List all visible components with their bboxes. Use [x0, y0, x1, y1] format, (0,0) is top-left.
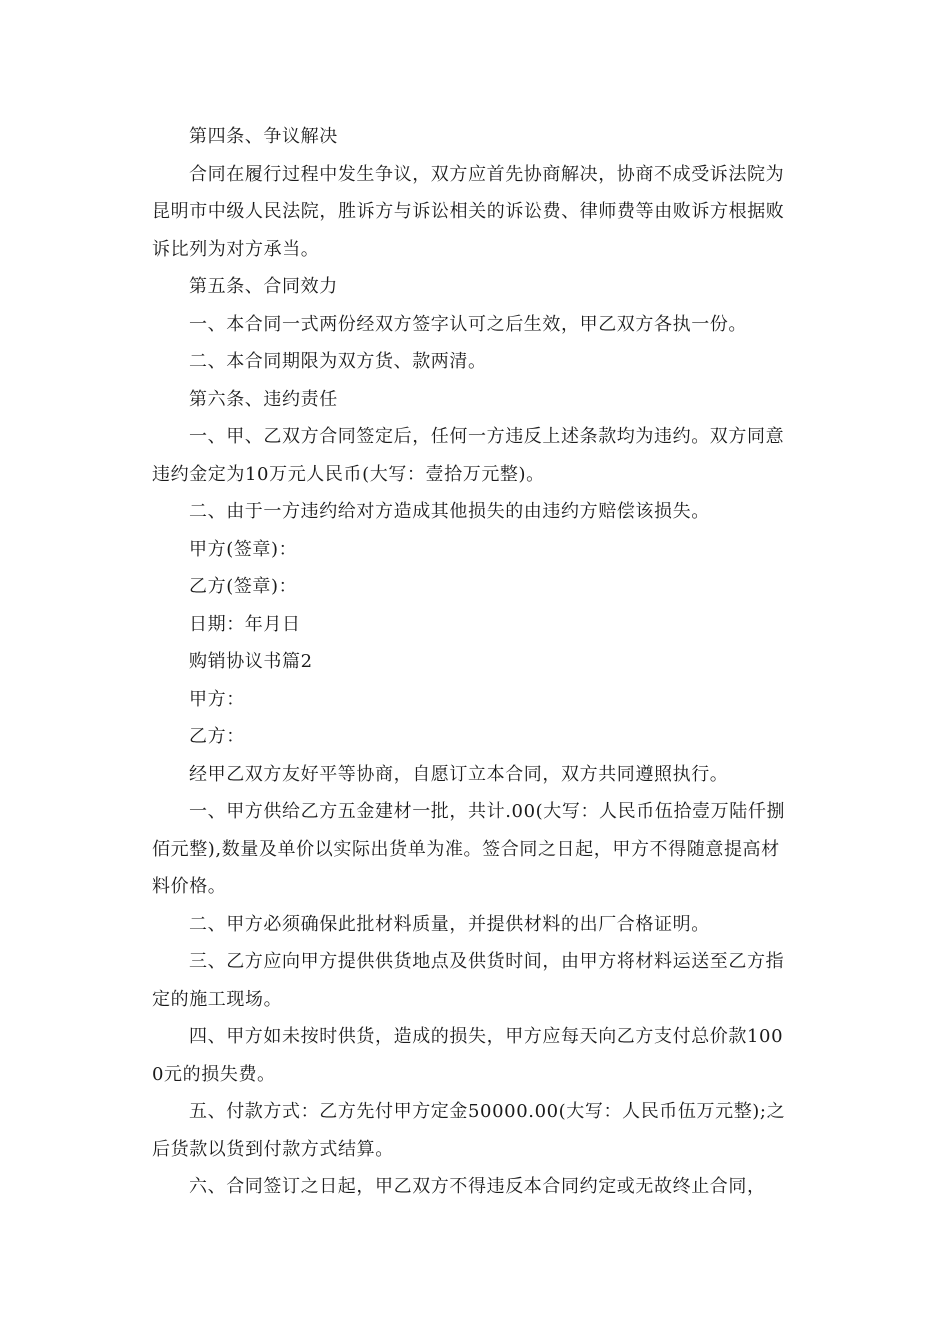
paragraph-dispute: 合同在履行过程中发生争议，双方应首先协商解决，协商不成受诉法院为昆明市中级人民法院，胜诉方与诉讼相关的诉讼费、律师费等由败诉方根据败诉比列为对方承当。 [152, 163, 785, 260]
clause-1: 一、甲方供给乙方五金建材一批，共计.00(大写：人民币伍拾壹万陆仟捌佰元整),数量及单价以实际出货单为准。签合同之日起，甲方不得随意提高材料价格。 [152, 801, 786, 897]
clause-4: 四、甲方如未按时供货，造成的损失，甲方应每天向乙方支付总价款1000元的损失费。 [152, 1026, 784, 1085]
party-a-label: 甲方： [189, 688, 245, 710]
clause-6: 六、合同签订之日起，甲乙双方不得违反本合同约定或无故终止合同， [189, 1176, 766, 1197]
agreement-title-2: 购销协议书篇2 [189, 651, 313, 672]
paragraph-effect-2: 二、本合同期限为双方货、款两清。 [189, 351, 487, 372]
document-body [152, 118, 792, 1206]
signature-party-b: 乙方(签章)： [189, 576, 298, 597]
section-heading-5: 第五条、合同效力 [189, 276, 338, 297]
section-heading-6: 第六条、违约责任 [189, 388, 338, 410]
clause-3: 三、乙方应向甲方提供供货地点及供货时间，由甲方将材料运送至乙方指定的施工现场。 [152, 951, 785, 1010]
signature-date: 日期：年月日 [189, 613, 301, 635]
party-b-label: 乙方： [189, 726, 245, 747]
clause-2: 二、甲方必须确保此批材料质量，并提供材料的出厂合格证明。 [189, 913, 710, 935]
clause-5: 五、付款方式：乙方先付甲方定金50000.00(大写：人民币伍万元整);之后货款以货到付款方式结算。 [152, 1101, 786, 1160]
signature-party-a: 甲方(签章)： [189, 538, 298, 560]
section-heading-4: 第四条、争议解决 [189, 126, 338, 147]
paragraph-effect-1: 一、本合同一式两份经双方签字认可之后生效，甲乙双方各执一份。 [189, 313, 747, 335]
paragraph-breach-2: 二、由于一方违约给对方造成其他损失的由违约方赔偿该损失。 [189, 501, 710, 522]
paragraph-breach-1: 一、甲、乙双方合同签定后，任何一方违反上述条款均为违约。双方同意违约金定为10万元人民币(大写：壹拾万元整)。 [152, 426, 785, 485]
paragraph-preamble: 经甲乙双方友好平等协商，自愿订立本合同，双方共同遵照执行。 [189, 763, 729, 785]
